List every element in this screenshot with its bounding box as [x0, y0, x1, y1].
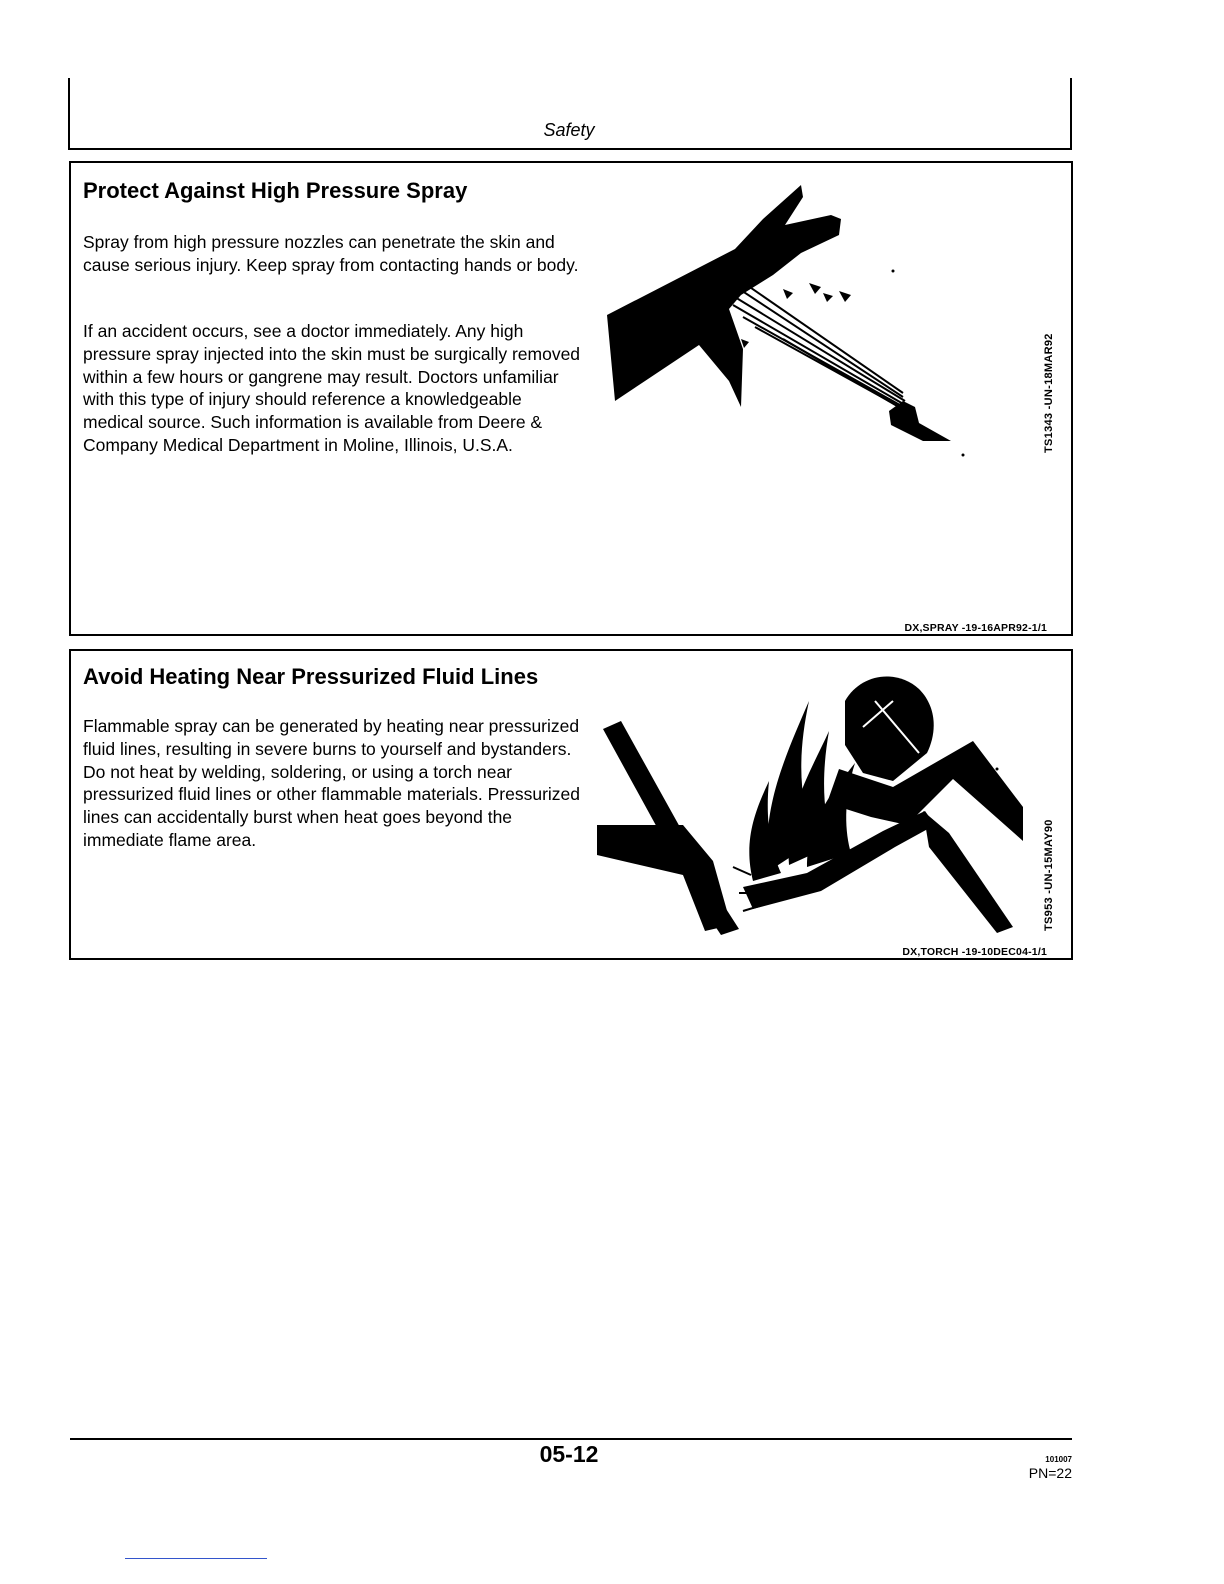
page-number: 05-12 — [539, 1441, 599, 1467]
section-title: Avoid Heating Near Pressurized Fluid Lines — [83, 664, 539, 689]
reference-code: DX,SPRAY -19-16APR92-1/1 — [904, 622, 1047, 634]
welder-torch-illustration — [593, 661, 1033, 947]
section-paragraph: If an accident occurs, see a doctor immediately. Any high pressure spray injected into the skin must be surgically removed within a few hours or gangrene may result. Doctors unfamiliar with this type of injury should reference a knowledgeable medical source. Such information is available from Deere & Company Medical Department in Moline, Illinois, U.S.A. — [83, 321, 581, 455]
figure-code: TS953 -UN-15MAY90 — [1043, 819, 1055, 931]
reference-code: DX,TORCH -19-10DEC04-1/1 — [902, 946, 1047, 958]
footer-divider — [70, 1438, 1072, 1440]
header-divider — [68, 148, 1072, 150]
blue-underline — [125, 1558, 267, 1559]
section-high-pressure-spray — [69, 161, 1073, 636]
section-heating-near-fluid-lines — [69, 649, 1073, 960]
pn-code: PN=22 — [1028, 1465, 1072, 1481]
section-paragraph: Spray from high pressure nozzles can penetrate the skin and cause serious injury. Keep spray from contacting hands or body. — [83, 232, 579, 275]
high-pressure-spray-illustration — [603, 179, 1023, 459]
section-paragraph: Flammable spray can be generated by heating near pressurized fluid lines, resulting in severe burns to yourself and bystanders. Do not heat by welding, soldering, or using a torch near pressurized fluid lines or other flammable materials. Pressurized lines can accidentally burst when heat goes beyond the immediate flame area. — [83, 716, 581, 850]
header-title: Safety — [543, 120, 595, 140]
section-title: Protect Against High Pressure Spray — [83, 178, 468, 203]
date-code: 101007 — [1045, 1455, 1072, 1464]
figure-code: TS1343 -UN-18MAR92 — [1043, 333, 1055, 453]
